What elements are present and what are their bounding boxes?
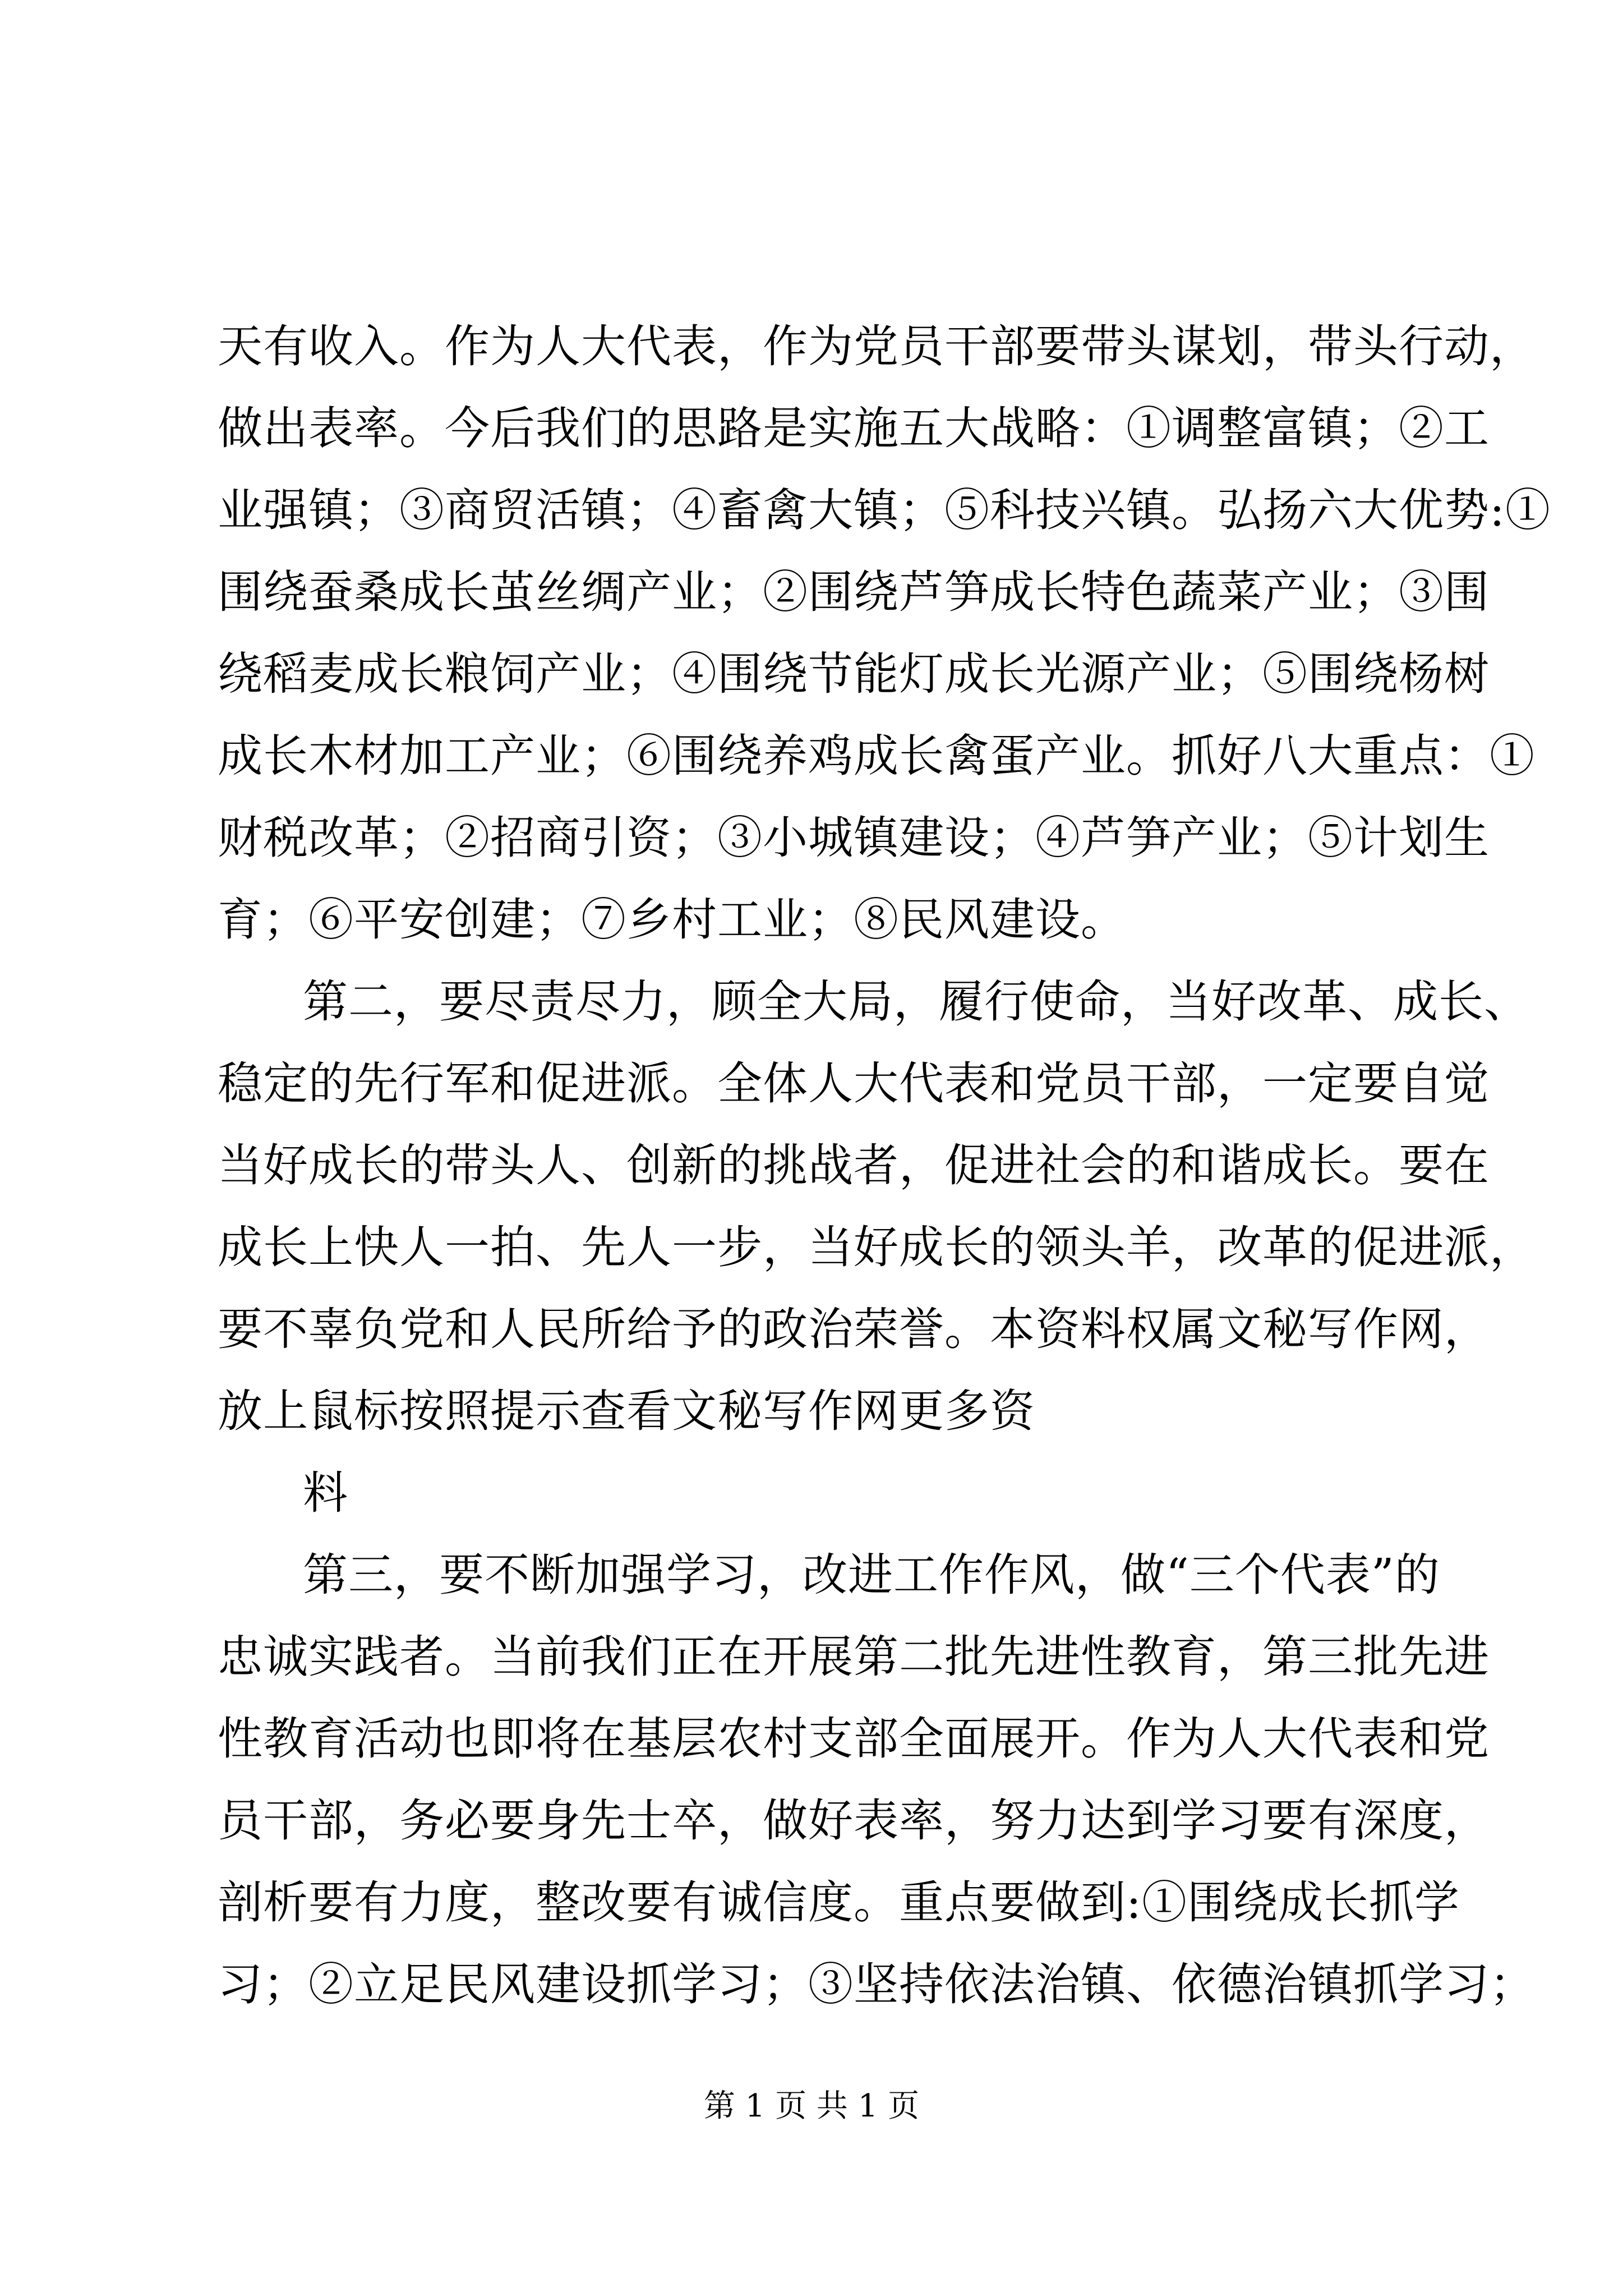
page-number-label: 第 1 页 共 1 页 <box>703 2088 920 2124</box>
text-line: 习；②立足民风建设抓学习；③坚持依法治镇、依德治镇抓学习； <box>218 1958 1535 2010</box>
text-line: 业强镇；③商贸活镇；④畜禽大镇；⑤科技兴镇。弘扬六大优势:① <box>218 484 1551 536</box>
text-line: 当好成长的带头人、创新的挑战者，促进社会的和谐成长。要在 <box>218 1139 1490 1191</box>
text-line: 员干部，务必要身先士卒，做好表率，努力达到学习要有深度， <box>218 1795 1490 1847</box>
text-line: 剖析要有力度，整改要有诚信度。重点要做到:①围绕成长抓学 <box>218 1876 1460 1929</box>
text-line: 要不辜负党和人民所给予的政治荣誉。本资料权属文秘写作网， <box>218 1303 1490 1355</box>
text-line: 性教育活动也即将在基层农村支部全面展开。作为人大代表和党 <box>218 1713 1490 1765</box>
text-line: 天有收入。作为人大代表，作为党员干部要带头谋划，带头行动， <box>218 320 1535 372</box>
document-body <box>218 306 1551 2026</box>
text-line: 忠诚实践者。当前我们正在开展第二批先进性教育，第三批先进 <box>218 1631 1490 1683</box>
text-line: 稳定的先行军和促进派。全体人大代表和党员干部，一定要自觉 <box>218 1057 1490 1110</box>
text-line: 绕稻麦成长粮饲产业；④围绕节能灯成长光源产业；⑤围绕杨树 <box>218 648 1490 700</box>
text-line: 育；⑥平安创建；⑦乡村工业；⑧民风建设。 <box>218 894 1126 946</box>
paragraph-start-line: 第二，要尽责尽力，顾全大局，履行使命，当好改革、成长、 <box>303 976 1529 1028</box>
text-line: 放上鼠标按照提示查看文秘写作网更多资 <box>218 1385 1035 1437</box>
text-line: 做出表率。今后我们的思路是实施五大战略：①调整富镇；②工 <box>218 402 1490 454</box>
page-footer <box>0 2087 1623 2126</box>
text-line: 围绕蚕桑成长茧丝绸产业；②围绕芦笋成长特色蔬菜产业；③围 <box>218 566 1490 618</box>
text-line: 料 <box>303 1467 348 1519</box>
text-line: 成长上快人一拍、先人一步，当好成长的领头羊，改革的促进派， <box>218 1221 1535 1273</box>
paragraph-start-line: 第三，要不断加强学习，改进工作作风，做“三个代表”的 <box>303 1549 1440 1601</box>
text-line: 财税改革；②招商引资；③小城镇建设；④芦笋产业；⑤计划生 <box>218 812 1490 864</box>
text-line: 成长木材加工产业；⑥围绕养鸡成长禽蛋产业。抓好八大重点：① <box>218 730 1535 782</box>
